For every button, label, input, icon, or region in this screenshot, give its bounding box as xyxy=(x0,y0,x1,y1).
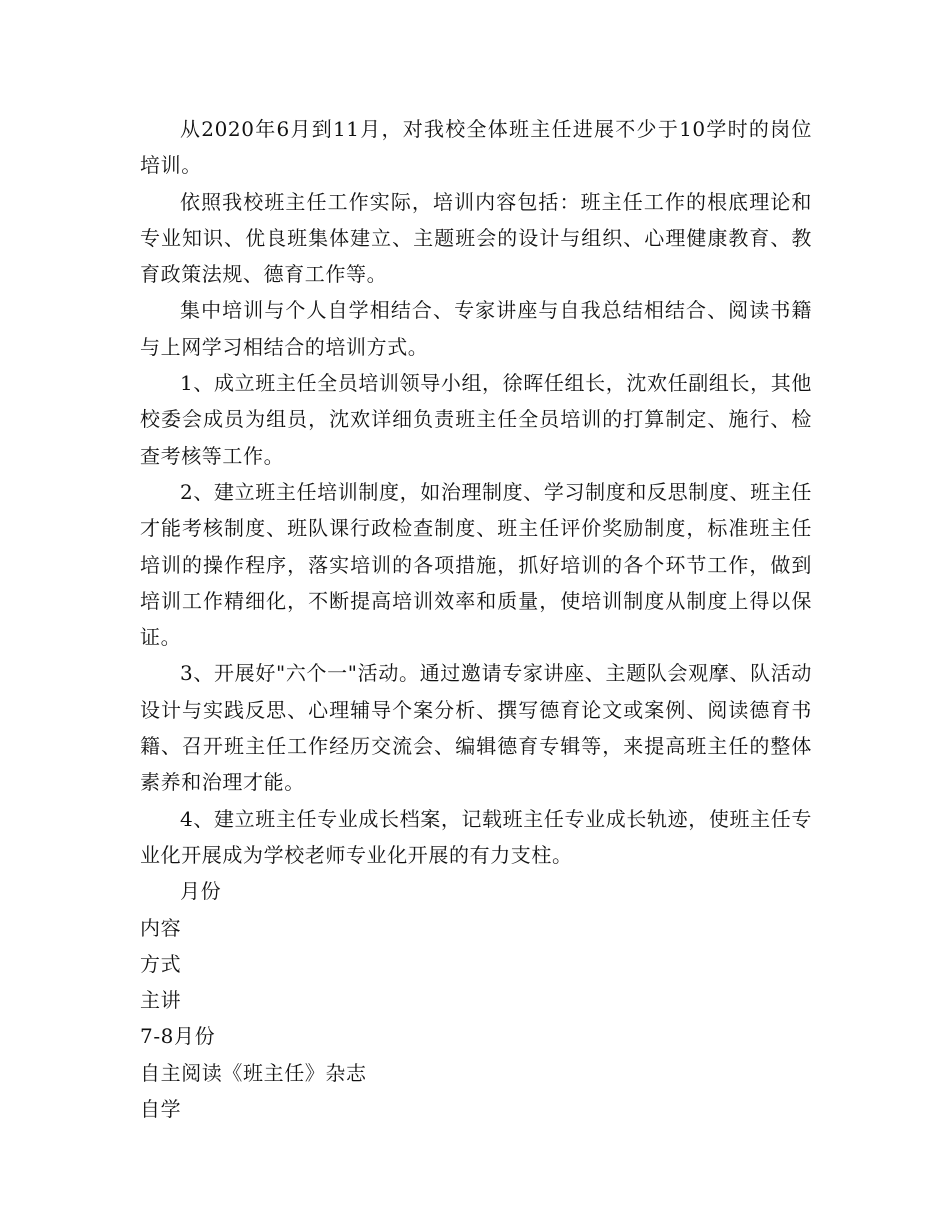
paragraph-measure-4: 4、建立班主任专业成长档案，记载班主任专业成长轨迹，使班主任专业化开展成为学校老师专业化开展的有力支柱。 xyxy=(140,806,812,867)
table-header-content: 内容 xyxy=(140,915,182,940)
document-body xyxy=(140,111,812,1127)
paragraph-measure-1: 1、成立班主任全员培训领导小组，徐晖任组长，沈欢任副组长，其他校委会成员为组员，沈欢详细负责班主任全员培训的打算制定、施行、检查考核等工作。 xyxy=(140,371,812,468)
table-row1-content: 自主阅读《班主任》杂志 xyxy=(140,1060,367,1085)
table-row1-month: 7-8月份 xyxy=(140,1024,216,1049)
paragraph-measure-3: 3、开展好"六个一"活动。通过邀请专家讲座、主题队会观摩、队活动设计与实践反思、心理辅导个案分析、撰写德育论文或案例、阅读德育书籍、召开班主任工作经历交流会、编辑德育专辑等，来提高班主任的整体素养和治理才能。 xyxy=(140,661,812,795)
paragraph-training-method: 集中培训与个人自学相结合、专家讲座与自我总结相结合、阅读书籍与上网学习相结合的培训方式。 xyxy=(140,298,812,359)
table-header-speaker: 主讲 xyxy=(140,988,182,1013)
paragraph-training-content: 依照我校班主任工作实际，培训内容包括：班主任工作的根底理论和专业知识、优良班集体建立、主题班会的设计与组织、心理健康教育、教育政策法规、德育工作等。 xyxy=(140,189,812,287)
paragraph-measure-2: 2、建立班主任培训制度，如治理制度、学习制度和反思制度、班主任才能考核制度、班队课行政检查制度、班主任评价奖励制度，标准班主任培训的操作程序，落实培训的各项措施，抓好培训的各个环节工作，做到培训工作精细化，不断提高培训效率和质量，使培训制度从制度上得以保证。 xyxy=(140,479,812,650)
table-header-month: 月份 xyxy=(180,879,222,904)
paragraph-training-period: 从2020年6月到11月，对我校全体班主任进展不少于10学时的岗位培训。 xyxy=(140,117,812,178)
table-header-method: 方式 xyxy=(140,951,182,976)
table-row1-method: 自学 xyxy=(140,1097,182,1122)
